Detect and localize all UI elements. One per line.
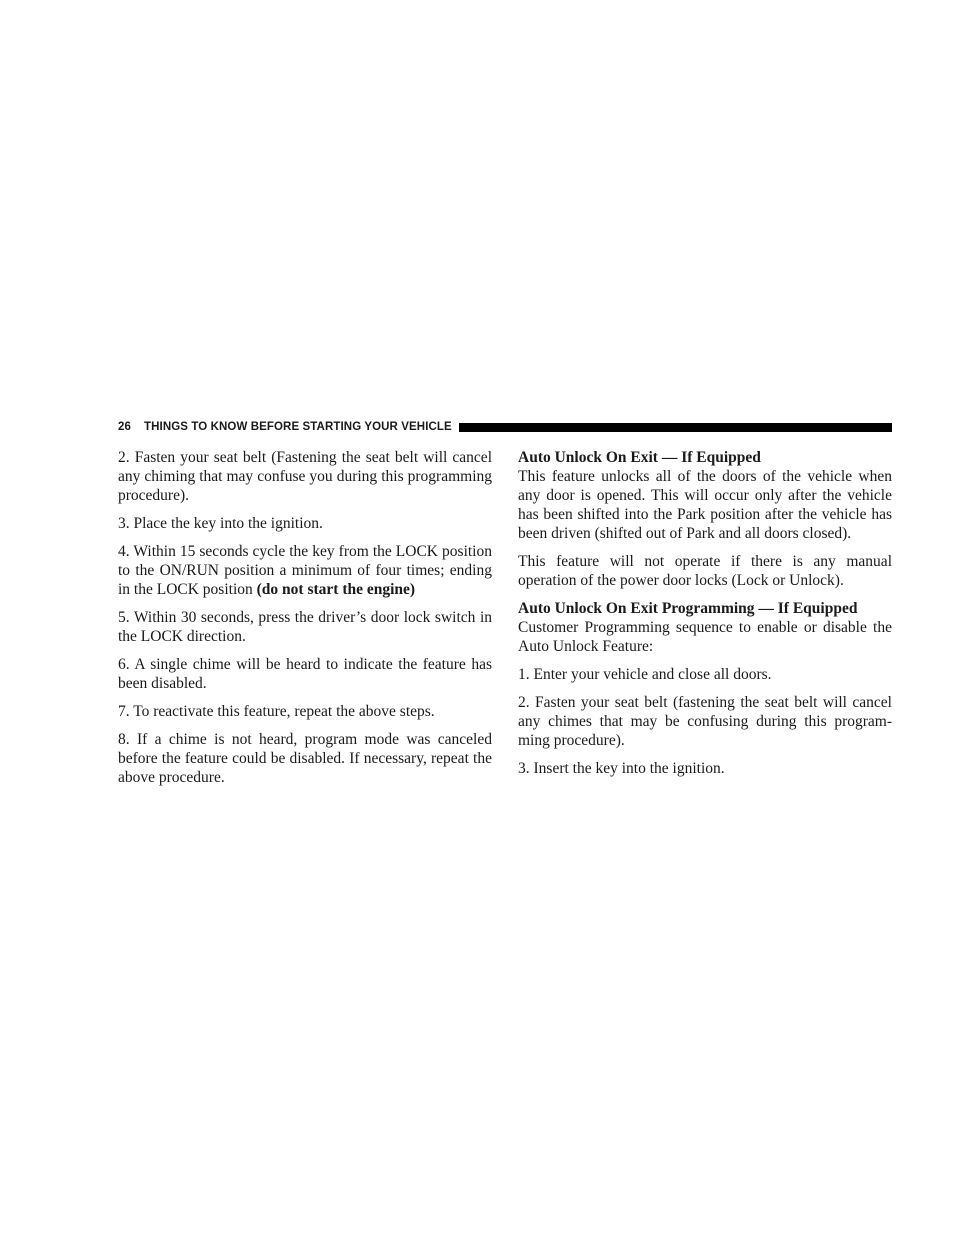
heading-auto-unlock-programming: Auto Unlock On Exit Programming — If Equipped bbox=[518, 600, 858, 617]
header-rule-bar bbox=[459, 423, 892, 432]
page-number: 26 bbox=[118, 421, 131, 433]
step-4-bold-warning: (do not start the engine) bbox=[256, 581, 416, 598]
step-8-no-chime: 8. If a chime is not heard, program mode was canceled before the feature could be disabled. If necessary, repeat the above procedure. bbox=[118, 731, 492, 786]
right-column bbox=[518, 448, 892, 787]
auto-unlock-limitation: This feature will not operate if there is any manual operation of the power door locks (Lock or Unlock). bbox=[518, 553, 892, 589]
step-6-single-chime: 6. A single chime will be heard to indicate the feature has been disabled. bbox=[118, 656, 492, 692]
programming-intro: Customer Programming sequence to enable or disable the Auto Unlock Feature: bbox=[518, 619, 892, 655]
section-title: THINGS TO KNOW BEFORE STARTING YOUR VEHICLE bbox=[144, 421, 452, 433]
page-header bbox=[118, 420, 892, 434]
step-2-seat-belt: 2. Fasten your seat belt (Fastening the seat belt will cancel any chiming that may confuse you during this programming procedure). bbox=[118, 449, 492, 504]
programming-step-1: 1. Enter your vehicle and close all doors. bbox=[518, 666, 772, 683]
programming-step-2: 2. Fasten your seat belt (fastening the seat belt will cancel any chimes that may be confusing during this program-ming procedure). bbox=[518, 694, 892, 749]
left-column bbox=[118, 448, 492, 796]
step-7-reactivate: 7. To reactivate this feature, repeat the above steps. bbox=[118, 703, 435, 720]
step-4-cycle-key bbox=[118, 542, 492, 599]
step-4-text: 4. Within 15 seconds cycle the key from the LOCK position to the ON/RUN position a minimum of four times; ending in the LOCK position bbox=[118, 543, 492, 598]
programming-step-3: 3. Insert the key into the ignition. bbox=[518, 760, 725, 777]
step-5-press-lock-switch: 5. Within 30 seconds, press the driver’s door lock switch in the LOCK direction. bbox=[118, 609, 492, 645]
heading-auto-unlock: Auto Unlock On Exit — If Equipped bbox=[518, 449, 761, 466]
step-3-place-key: 3. Place the key into the ignition. bbox=[118, 515, 323, 532]
auto-unlock-description: This feature unlocks all of the doors of the vehicle when any door is opened. This will occur only after the vehicle has been shifted into the Park position after the vehicle has been driven (shifted out of Park and all doors closed). bbox=[518, 468, 892, 542]
